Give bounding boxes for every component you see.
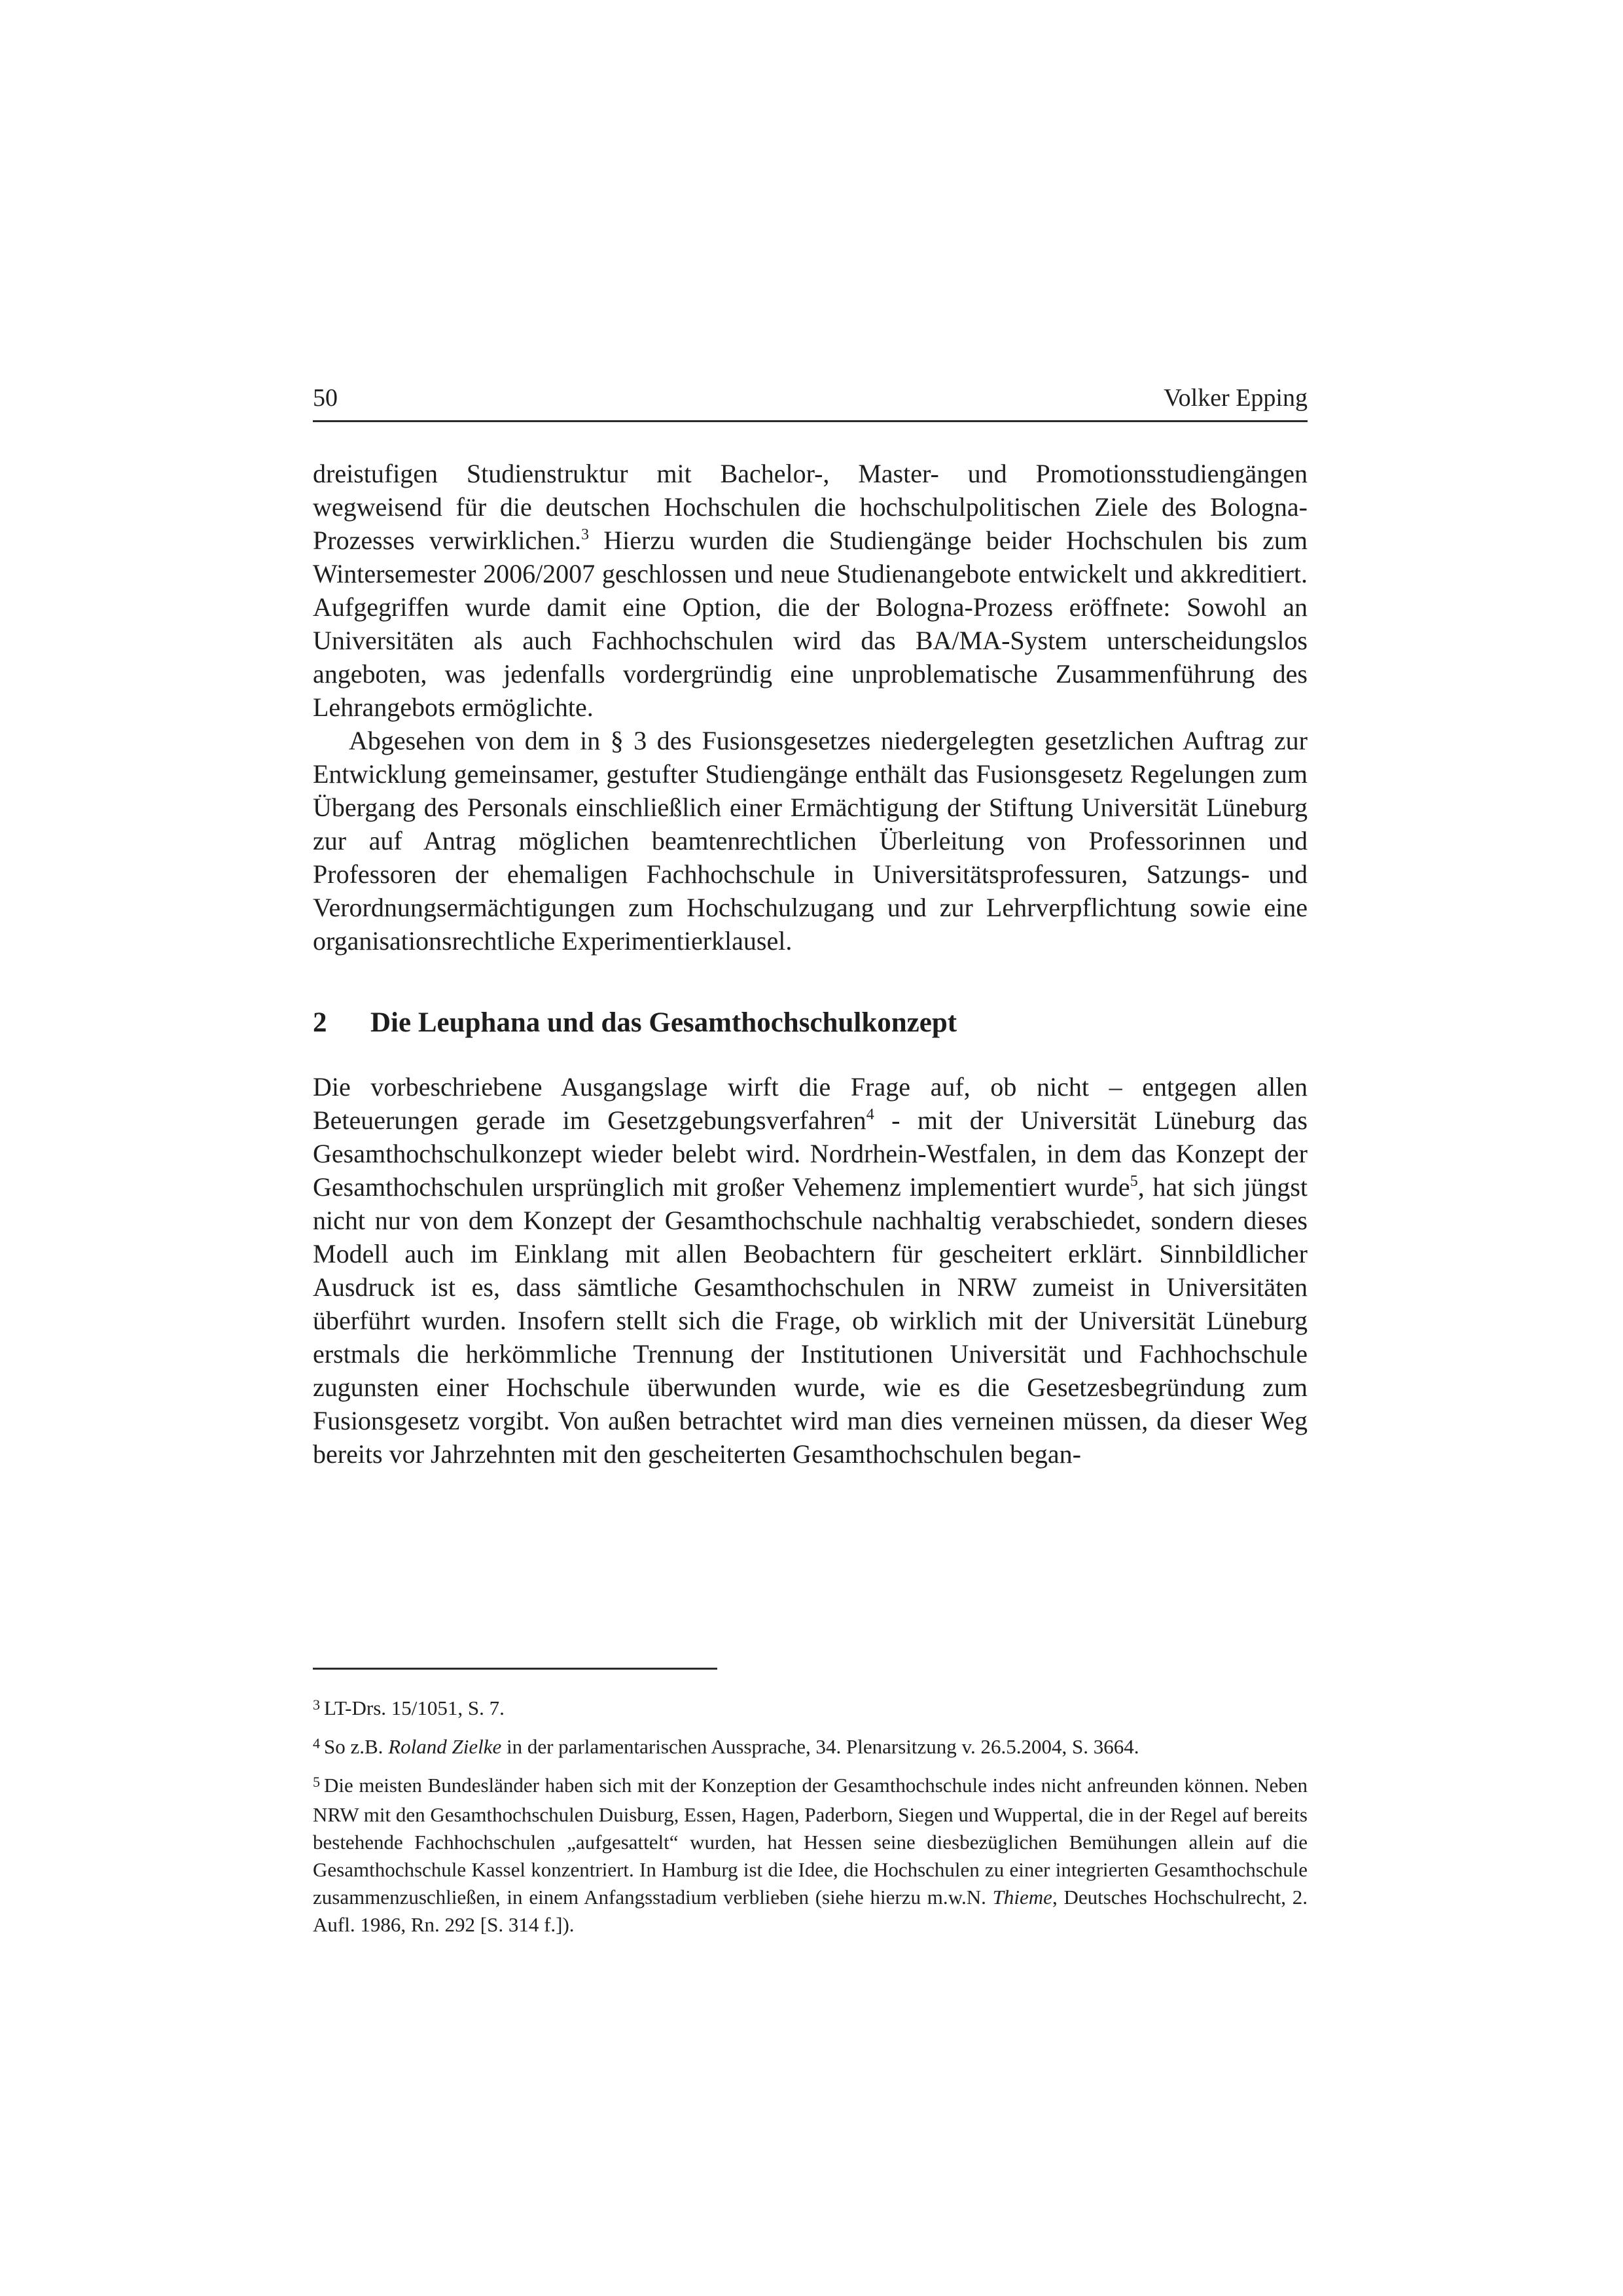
- footnote-5-text: Die meisten Bundesländer haben sich mit der Konzeption der Gesamthochschule indes nicht anfreunden können. Neben NRW mit den Gesamthochschulen Duisburg, Essen, Hagen, Paderborn, Siegen und Wuppertal, die in der Regel auf bereits bestehende Fachhochschulen „aufgesattelt“ wurden, hat Hessen seine diesbezüglichen Bemühungen allein auf die Gesamthochschule Kassel konzentriert. In Hamburg ist die Idee, die Hochschulen zu einer integrierten Gesamthochschule zusammenzuschließen, in einem Anfangsstadium verblieben (siehe hierzu m.w.N.: [313, 1774, 1308, 1909]
- paragraph-1-text-cont: Hierzu wurden die Studiengänge beider Hochschulen bis zum Wintersemester 2006/2007 geschlossen und neue Studienangebote entwickelt und akkreditiert. Aufgegriffen wurde damit eine Option, die der Bologna-Prozess eröffnete: Sowohl an Universitäten als auch Fachhochschulen wird das BA/MA-System unterscheidungslos angeboten, was jedenfalls vordergründig eine unproblematische Zusammenführung des Lehrangebots ermöglichte.: [313, 526, 1308, 722]
- paragraph-3-text-cont: - mit der Universität Lüneburg das Gesamthochschulkonzept wieder belebt wird. Nordrhein-Westfalen, in dem das Konzept der Gesamthochschulen ursprünglich mit großer Vehemenz implementiert wurde: [313, 1105, 1308, 1202]
- footnote-4-italic-name: Roland Zielke: [388, 1735, 502, 1758]
- footnote-4-marker: 4: [313, 1735, 320, 1751]
- footnote-5-italic-name: Thieme: [992, 1886, 1052, 1909]
- footnote-5: [313, 1772, 1308, 1939]
- footnote-ref-5: 5: [1130, 1173, 1138, 1190]
- body-text: [313, 457, 1308, 1471]
- paragraph-3: [313, 1070, 1308, 1471]
- paragraph-1: [313, 457, 1308, 724]
- footnote-3: [313, 1695, 1308, 1724]
- running-title: Volker Epping: [1164, 384, 1308, 412]
- footnote-5-marker: 5: [313, 1774, 320, 1790]
- paragraph-3-text-cont2: , hat sich jüngst nicht nur von dem Konzept der Gesamthochschule nachhaltig verabschiedet, sondern dieses Modell auch im Einklang mit allen Beobachtern für gescheitert erklärt. Sinnbildlicher Ausdruck ist es, dass sämtliche Gesamthochschulen in NRW zumeist in Universitäten überführt wurden. Insofern stellt sich die Frage, ob wirklich mit der Universität Lüneburg erstmals die herkömmliche Trennung der Institutionen Universität und Fachhochschule zugunsten einer Hochschule überwunden wurde, wie es die Gesetzesbegründung zum Fusionsgesetz vorgibt. Von außen betrachtet wird man dies verneinen müssen, da dieser Weg bereits vor Jahrzehnten mit den gescheiterten Gesamthochschulen began-: [313, 1172, 1308, 1469]
- paragraph-3-text: Die vorbeschriebene Ausgangslage wirft die Frage auf, ob nicht – entgegen allen Beteuerungen gerade im Gesetzgebungsverfahren: [313, 1072, 1308, 1135]
- footnote-area: [313, 1668, 1308, 1948]
- footnote-3-text: LT-Drs. 15/1051, S. 7.: [324, 1696, 505, 1719]
- paragraph-1-text: dreistufigen Studienstruktur mit Bachelor-, Master- und Promotionsstudiengängen wegweisend für die deutschen Hochschulen die hochschulpolitischen Ziele des Bologna-Prozesses verwirklichen.: [313, 459, 1308, 555]
- section-title: Die Leuphana und das Gesamthochschulkonzept: [370, 1007, 957, 1038]
- footnote-ref-4: 4: [866, 1106, 874, 1123]
- page-header: [313, 384, 1308, 422]
- section-number: 2: [313, 1007, 327, 1038]
- footnote-4: [313, 1733, 1308, 1763]
- section-heading: [313, 1006, 1308, 1040]
- footnote-4-text-cont: in der parlamentarischen Aussprache, 34. Plenarsitzung v. 26.5.2004, S. 3664.: [501, 1735, 1139, 1758]
- footnote-3-marker: 3: [313, 1696, 320, 1713]
- footnote-5-text-cont: , Deutsches Hochschulrecht, 2. Aufl. 1986, Rn. 292 [S. 314 f.]).: [313, 1886, 1308, 1936]
- footnote-ref-3: 3: [580, 526, 589, 543]
- page-number: 50: [313, 384, 338, 412]
- footnote-separator-rule: [313, 1668, 717, 1670]
- paragraph-2: Abgesehen von dem in § 3 des Fusionsgesetzes niedergelegten gesetzlichen Auftrag zur Entwicklung gemeinsamer, gestufter Studiengänge enthält das Fusionsgesetz Regelungen zum Übergang des Personals einschließlich einer Ermächtigung der Stiftung Universität Lüneburg zur auf Antrag möglichen beamtenrechtlichen Überleitung von Professorinnen und Professoren der ehemaligen Fachhochschule in Universitätsprofessuren, Satzungs- und Verordnungsermächtigungen zum Hochschulzugang und zur Lehrverpflichtung sowie eine organisationsrechtliche Experimentierklausel.: [313, 726, 1308, 956]
- footnote-4-text: So z.B.: [324, 1735, 389, 1758]
